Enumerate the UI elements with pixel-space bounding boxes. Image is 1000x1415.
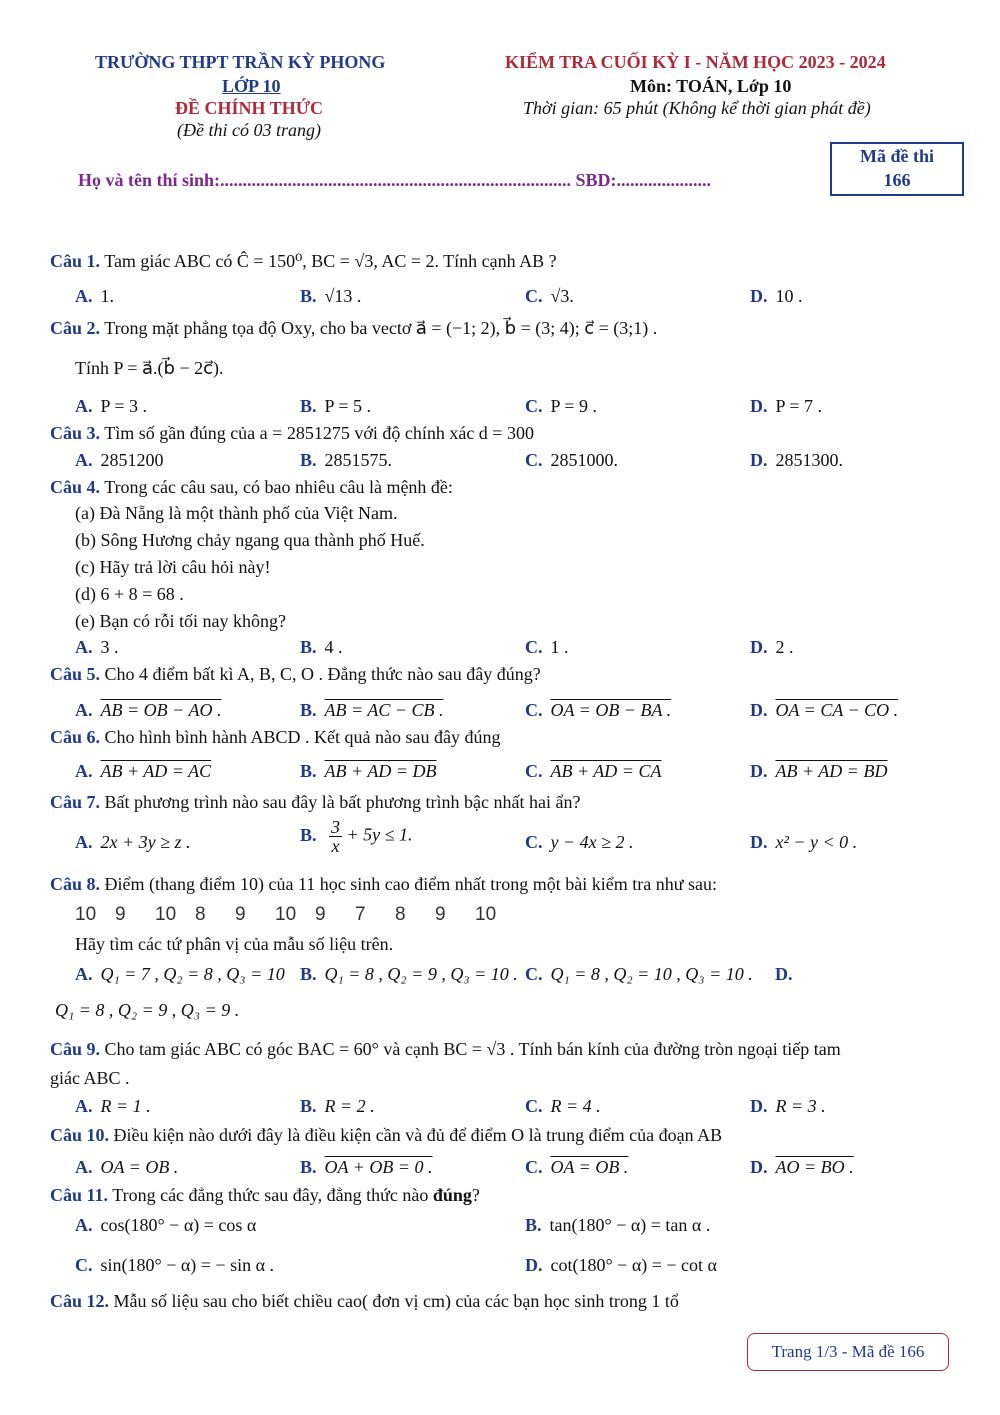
question-12: Câu 12. Mẫu số liệu sau cho biết chiều cao( đơn vị cm) của các bạn học sinh trong 1 tổ: [50, 1291, 679, 1311]
q3-option-d[interactable]: D. 2851300.: [750, 450, 843, 470]
q9-option-a[interactable]: A. R = 1 .: [75, 1096, 151, 1116]
question-8: Câu 8. Điểm (thang điểm 10) của 11 học sinh cao điểm nhất trong một bài kiểm tra như sau:: [50, 874, 717, 894]
question-8-text: Điểm (thang điểm 10) của 11 học sinh cao điểm nhất trong một bài kiểm tra như sau:: [104, 874, 717, 894]
question-9: Câu 9. Cho tam giác ABC có góc BAC = 60° và cạnh BC = √3 . Tính bán kính của đường tròn ngoại tiếp tam: [50, 1039, 841, 1059]
q7-option-d[interactable]: D. x² − y < 0 .: [750, 832, 858, 852]
question-1-text: Tam giác ABC có Ĉ = 150⁰, BC = √3, AC = 2. Tính cạnh AB ?: [104, 251, 557, 271]
question-9-text2: giác ABC .: [50, 1068, 130, 1088]
question-8-text2: Hãy tìm các tứ phân vị của mẫu số liệu trên.: [75, 934, 394, 954]
grade-label: LỚP 10: [222, 76, 281, 96]
q4-option-b[interactable]: B. 4 .: [300, 637, 343, 657]
question-5-text: Cho 4 điểm bất kì A, B, C, O . Đẳng thức nào sau đây đúng?: [104, 664, 541, 684]
question-3: Câu 3. Tìm số gần đúng của a = 2851275 với độ chính xác d = 300: [50, 423, 534, 443]
question-10: Câu 10. Điều kiện nào dưới đây là điều kiện cần và đủ để điểm O là trung điểm của đoạn AB: [50, 1125, 723, 1145]
time-line: Thời gian: 65 phút (Không kể thời gian phát đề): [523, 98, 871, 118]
q4-option-a[interactable]: A. 3 .: [75, 637, 119, 657]
question-11: Câu 11. Trong các đẳng thức sau đây, đẳng thức nào đúng?: [50, 1185, 480, 1205]
question-4-text: Trong các câu sau, có bao nhiêu câu là mệnh đề:: [104, 477, 453, 497]
q7-option-c[interactable]: C. y − 4x ≥ 2 .: [525, 832, 634, 852]
q4-statement-b: (b) Sông Hương chảy ngang qua thành phố Huế.: [75, 530, 425, 550]
q10-option-d[interactable]: D. AO = BO .: [750, 1157, 854, 1177]
q8-option-a[interactable]: A. Q₁ = 7 , Q₂ = 8 , Q₃ = 10: [75, 964, 285, 984]
q2-option-a[interactable]: A. P = 3 .: [75, 396, 147, 416]
exam-code-box: [830, 142, 964, 196]
q5-option-d[interactable]: D. OA = CA − CO .: [750, 700, 899, 720]
q4-option-d[interactable]: D. 2 .: [750, 637, 794, 657]
q7-option-a[interactable]: A. 2x + 3y ≥ z .: [75, 832, 191, 852]
exam-code: 166: [883, 170, 911, 190]
question-5: Câu 5. Cho 4 điểm bất kì A, B, C, O . Đẳng thức nào sau đây đúng?: [50, 664, 541, 684]
q3-option-b[interactable]: B. 2851575.: [300, 450, 393, 470]
pages-note: (Đề thi có 03 trang): [177, 120, 321, 140]
question-7-text: Bất phương trình nào sau đây là bất phương trình bậc nhất hai ẩn?: [104, 792, 581, 812]
q4-statement-c: (c) Hãy trả lời câu hỏi này!: [75, 557, 271, 577]
question-3-text: Tìm số gần đúng của a = 2851275 với độ chính xác d = 300: [104, 423, 534, 443]
q9-option-d[interactable]: D. R = 3 .: [750, 1096, 826, 1116]
question-2-text2: Tính P = a⃗.(b⃗ − 2c⃗).: [75, 358, 224, 378]
q11-option-d[interactable]: D. cot(180° − α) = − cot α: [525, 1255, 717, 1275]
q4-statement-a: (a) Đà Nẵng là một thành phố của Việt Nam.: [75, 503, 398, 523]
exam-title: KIỂM TRA CUỐI KỲ I - NĂM HỌC 2023 - 2024: [505, 52, 886, 72]
q11-option-c[interactable]: C. sin(180° − α) = − sin α .: [75, 1255, 275, 1275]
q5-option-c[interactable]: C. OA = OB − BA .: [525, 700, 672, 720]
q1-option-a[interactable]: A. 1.: [75, 286, 114, 306]
question-6: Câu 6. Cho hình bình hành ABCD . Kết quả nào sau đây đúng: [50, 727, 501, 747]
q2-option-d[interactable]: D. P = 7 .: [750, 396, 822, 416]
official-label: ĐỀ CHÍNH THỨC: [175, 98, 324, 118]
q6-option-c[interactable]: C. AB + AD = CA: [525, 761, 662, 781]
q10-option-a[interactable]: A. OA = OB .: [75, 1157, 179, 1177]
q7-option-b[interactable]: B. $\frac{3}{x} + 5y \le 1$.: [300, 817, 413, 856]
q8-option-c[interactable]: C. Q₁ = 8 , Q₂ = 10 , Q₃ = 10 .: [525, 964, 753, 984]
question-2-text: Trong mặt phẳng tọa độ Oxy, cho ba vectơ a⃗ = (−1; 2), b⃗ = (3; 4); c⃗ = (3;1) .: [104, 318, 658, 338]
question-6-text: Cho hình bình hành ABCD . Kết quả nào sau đây đúng: [104, 727, 501, 747]
question-10-text: Điều kiện nào dưới đây là điều kiện cần và đủ để điểm O là trung điểm của đoạn AB: [113, 1125, 723, 1145]
q1-option-b[interactable]: B. √13 .: [300, 286, 362, 306]
question-4: Câu 4. Trong các câu sau, có bao nhiêu câu là mệnh đề:: [50, 477, 453, 497]
q11-option-a[interactable]: A. cos(180° − α) = cos α: [75, 1215, 257, 1235]
question-1: Câu 1. Tam giác ABC có Ĉ = 150⁰, BC = √3, AC = 2. Tính cạnh AB ?: [50, 251, 557, 271]
q6-option-b[interactable]: B. AB + AD = DB: [300, 761, 437, 781]
question-9-text: Cho tam giác ABC có góc BAC = 60° và cạnh BC = √3 . Tính bán kính của đường tròn ngoại tiếp tam: [104, 1039, 841, 1059]
q1-option-c[interactable]: C. √3.: [525, 286, 574, 306]
q5-option-a[interactable]: A. AB = OB − AO .: [75, 700, 222, 720]
q10-option-b[interactable]: B. OA + OB = 0 .: [300, 1157, 433, 1177]
page-footer: Trang 1/3 - Mã đề 166: [747, 1333, 949, 1371]
question-2: Câu 2. Trong mặt phẳng tọa độ Oxy, cho ba vectơ a⃗ = (−1; 2), b⃗ = (3; 4); c⃗ = (3;1) .: [50, 318, 658, 338]
q6-option-d[interactable]: D. AB + AD = BD: [750, 761, 888, 781]
q6-option-a[interactable]: A. AB + AD = AC: [75, 761, 212, 781]
candidate-name-line: Họ và tên thí sinh:.............................................................................. SBD:.....................: [78, 170, 712, 190]
q8-option-b[interactable]: B. Q₁ = 8 , Q₂ = 9 , Q₃ = 10 .: [300, 964, 518, 984]
question-11-text: Trong các đẳng thức sau đây, đẳng thức nào: [112, 1185, 429, 1205]
q10-option-c[interactable]: C. OA = OB .: [525, 1157, 629, 1177]
question-12-text: Mẫu số liệu sau cho biết chiều cao( đơn vị cm) của các bạn học sinh trong 1 tổ: [113, 1291, 679, 1311]
q11-option-b[interactable]: B. tan(180° − α) = tan α .: [525, 1215, 711, 1235]
q4-option-c[interactable]: C. 1 .: [525, 637, 569, 657]
q5-option-b[interactable]: B. AB = AC − CB .: [300, 700, 444, 720]
q8-data-values: 10 9 10 8 9 10 9 7 8 9 10: [75, 904, 497, 925]
school-name: TRƯỜNG THPT TRẦN KỲ PHONG: [95, 52, 386, 72]
q4-statement-e: (e) Bạn có rỗi tối nay không?: [75, 611, 286, 631]
q4-statement-d: (d) 6 + 8 = 68 .: [75, 584, 184, 604]
q3-option-a[interactable]: A. 2851200: [75, 450, 164, 470]
q3-option-c[interactable]: C. 2851000.: [525, 450, 618, 470]
q2-option-c[interactable]: C. P = 9 .: [525, 396, 597, 416]
q9-option-c[interactable]: C. R = 4 .: [525, 1096, 601, 1116]
q8-option-d-key[interactable]: D.: [775, 964, 793, 984]
q8-option-d[interactable]: Q₁ = 8 , Q₂ = 9 , Q₃ = 9 .: [55, 1000, 240, 1020]
question-11-emphasis: đúng: [432, 1185, 472, 1205]
q9-option-b[interactable]: B. R = 2 .: [300, 1096, 375, 1116]
q2-option-b[interactable]: B. P = 5 .: [300, 396, 372, 416]
question-7: Câu 7. Bất phương trình nào sau đây là bất phương trình bậc nhất hai ẩn?: [50, 792, 581, 812]
subject-line: Môn: TOÁN, Lớp 10: [630, 76, 792, 96]
q7-b-fraction: $\frac{3}{x}$: [331, 817, 341, 856]
exam-code-label: Mã đề thi: [860, 146, 934, 166]
q1-option-d[interactable]: D. 10 .: [750, 286, 803, 306]
